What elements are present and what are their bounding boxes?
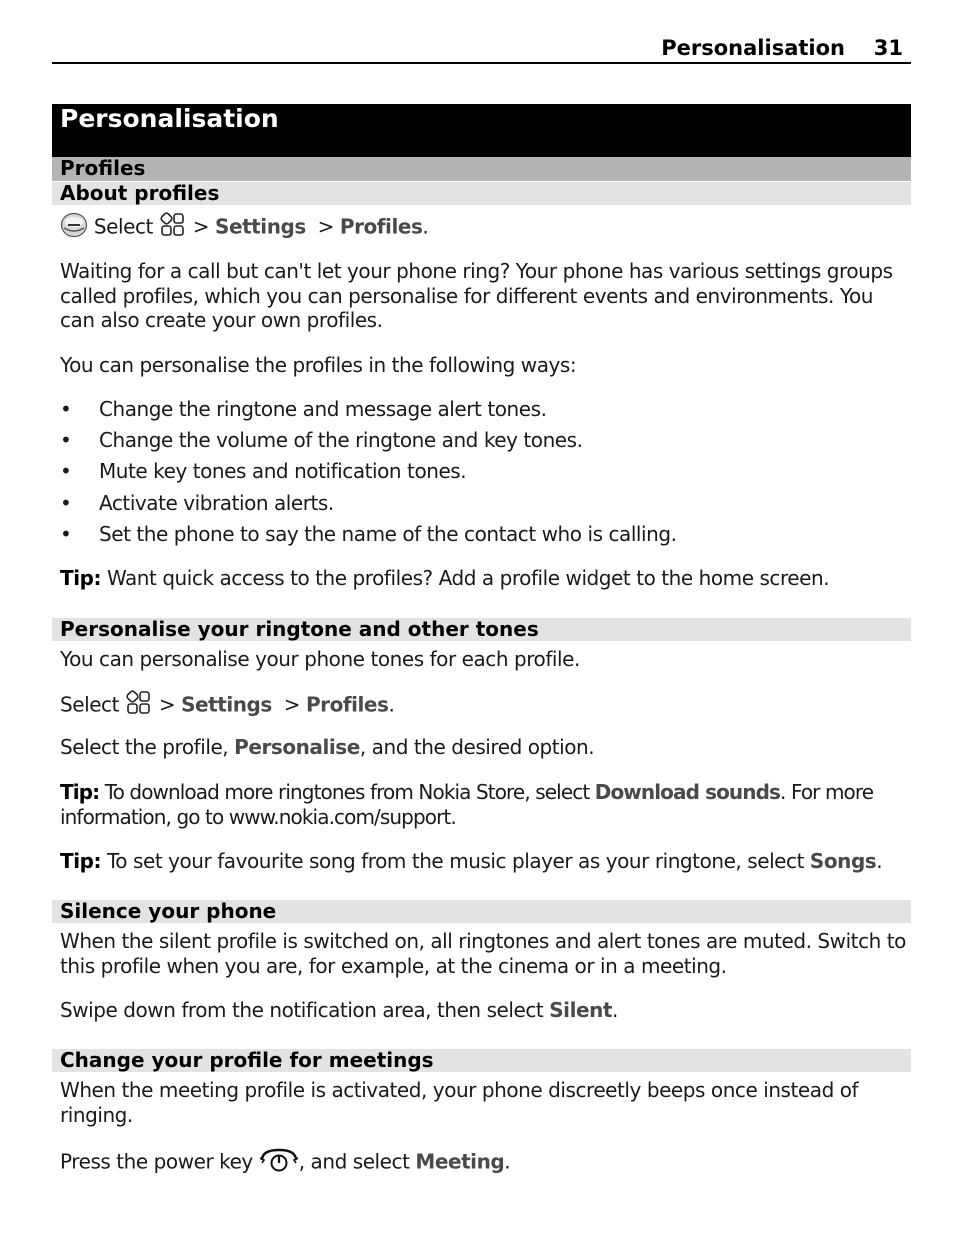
subsection-heading-bar (52, 618, 911, 641)
section-heading: Profiles (60, 156, 146, 180)
bullet-item: Mute key tones and notification tones. (99, 459, 467, 483)
bullet-item: Activate vibration alerts. (99, 491, 334, 515)
settings-path-label: Settings (181, 692, 272, 717)
profiles-intro-paragraph: Waiting for a call but can't let your phone ring? Your phone has various settings groups called profiles, which you can personalise for different events and environments. You can also create your own profiles. (60, 259, 893, 332)
power-key-instruction-paragraph: Press the power key , and select Meeting. (60, 1146, 908, 1180)
personalise-option-label: Personalise (234, 735, 360, 759)
instruction-line-ringtone: Select > Settings > Profiles. (60, 690, 908, 722)
songs-label: Songs (809, 849, 877, 873)
subsection-heading-about: About profiles (60, 181, 220, 205)
tip-label: Tip: (60, 566, 102, 590)
subsection-heading-bar (52, 900, 911, 923)
page-number: 31 (873, 36, 903, 60)
subsection-heading-silence: Silence your phone (60, 899, 277, 923)
running-header-title: Personalisation (661, 36, 845, 60)
bullet-item: Change the ringtone and message alert tones. (99, 397, 547, 421)
settings-path-label: Settings (215, 214, 306, 239)
silent-option-label: Silent (549, 998, 612, 1022)
meeting-option-label: Meeting (415, 1149, 505, 1174)
power-key-icon (259, 1146, 299, 1180)
subsection-heading-meetings: Change your profile for meetings (60, 1048, 434, 1072)
profiles-path-label: Profiles (305, 692, 389, 717)
instruction-line-about: Select > Settings > Profiles. (60, 212, 908, 244)
subsection-heading-ringtone: Personalise your ringtone and other tones (60, 617, 539, 641)
running-header (52, 34, 911, 64)
ringtone-intro-paragraph: You can personalise your phone tones for each profile. (60, 647, 580, 671)
select-profile-paragraph: Select the profile, Personalise, and the desired option. (60, 735, 595, 759)
bullet-marker: • (60, 397, 72, 421)
tip-label: Tip: (60, 780, 100, 804)
profiles-path-label: Profiles (339, 214, 423, 239)
menu-grid-icon (125, 690, 153, 722)
bullet-marker: • (60, 522, 72, 546)
silence-intro-paragraph: When the silent profile is switched on, all ringtones and alert tones are muted. Switch to this profile when you are, for example, at the cinema or in a meeting. (60, 929, 906, 978)
phone-device-icon (60, 212, 88, 244)
chapter-title-bar (52, 104, 911, 157)
section-heading-bar (52, 157, 911, 181)
bullet-marker: • (60, 428, 72, 452)
bullet-marker: • (60, 459, 72, 483)
subsection-heading-bar (52, 1049, 911, 1072)
menu-grid-icon (159, 212, 187, 244)
ways-intro-paragraph: You can personalise the profiles in the following ways: (60, 353, 577, 377)
swipe-instruction-paragraph: Swipe down from the notification area, then select Silent. (60, 998, 618, 1022)
tip-paragraph: Tip: Want quick access to the profiles? Add a profile widget to the home screen. (60, 566, 830, 590)
bullet-item: Change the volume of the ringtone and key tones. (99, 428, 583, 452)
download-sounds-label: Download sounds (594, 780, 781, 804)
bullet-marker: • (60, 491, 72, 515)
subsection-heading-bar (52, 182, 911, 205)
bullet-item: Set the phone to say the name of the contact who is calling. (99, 522, 677, 546)
chapter-title: Personalisation (60, 104, 279, 133)
tip-paragraph: Tip: To set your favourite song from the music player as your ringtone, select Songs. (60, 849, 883, 873)
meetings-intro-paragraph: When the meeting profile is activated, your phone discreetly beeps once instead of ringing. (60, 1078, 859, 1127)
tip-paragraph: Tip: To download more ringtones from Nokia Store, select Download sounds. For more information, go to www.nokia.com/support. (60, 780, 874, 829)
tip-label: Tip: (60, 849, 102, 873)
